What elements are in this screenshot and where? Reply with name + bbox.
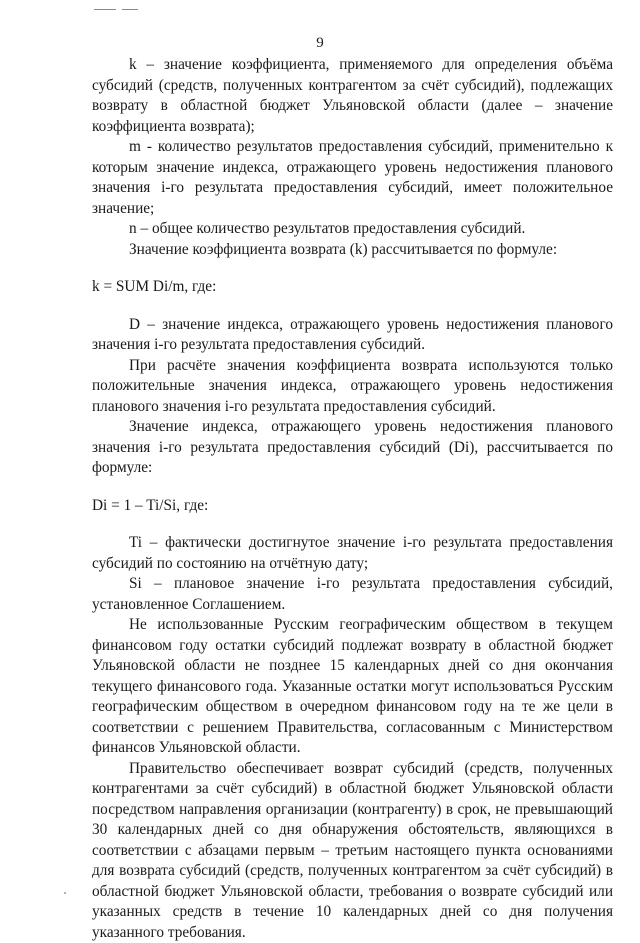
- paragraph-d-definition: D – значение индекса, отражающего уровень недостижения планового значения i-го результата предоставления субсидий.: [92, 315, 613, 356]
- paragraph-di-intro: Значение индекса, отражающего уровень недостижения планового значения i-го результата предоставления субсидий (Di), рассчитывается по формуле:: [92, 417, 613, 479]
- paragraph-m-definition: m - количество результатов предоставления субсидий, применительно к которым значение индекса, отражающего уровень недостижения планового значения i-го результата предоставления субсидий, имеет положительное значение;: [92, 137, 613, 219]
- formula-k: k = SUM Di/m, где:: [92, 277, 613, 298]
- paragraph-si-definition: Si – плановое значение i-го результата предоставления субсидий, установленное Соглашением.: [92, 574, 613, 615]
- paragraph-formula-intro: Значение коэффициента возврата (k) рассчитывается по формуле:: [92, 240, 613, 261]
- paragraph-k-definition: k – значение коэффициента, применяемого для определения объёма субсидий (средств, полученных контрагентом за счёт субсидий), подлежащих возврату в областной бюджет Ульяновской области (далее – значение коэффициента возврата);: [92, 55, 613, 137]
- paragraph-n-definition: n – общее количество результатов предоставления субсидий.: [92, 219, 613, 240]
- paragraph-positive-values: При расчёте значения коэффициента возврата используются только положительные значения индекса, отражающего уровень недостижения планового значения i-го результата предоставления субсидий.: [92, 356, 613, 418]
- scan-speck: [64, 892, 66, 894]
- formula-di: Di = 1 – Ti/Si, где:: [92, 496, 613, 517]
- scan-artifact: [94, 9, 116, 10]
- paragraph-government-return: Правительство обеспечивает возврат субсидий (средств, полученных контрагентами за счёт субсидий) в областной бюджет Ульяновской области посредством направления организации (контрагенту) в срок, не превышающий 30 календарных дней со дня обнаружения обстоятельств, являющихся в соответствии с абзацами первым – третьим настоящего пункта основаниями для возврата субсидий (средств, полученных контрагентом за счёт субсидий) в областной бюджет Ульяновской области, требования о возврате субсидий или указанных средств в течение 10 календарных дней со дня получения указанного требования.: [92, 759, 613, 943]
- paragraph-unused-balances: Не использованные Русским географическим обществом в текущем финансовом году остатки субсидий подлежат возврату в областной бюджет Ульяновской области не позднее 15 календарных дней со дня окончания текущего финансового года. Указанные остатки могут использоваться Русским географическим обществом в очередном финансовом году на те же цели в соответствии с решением Правительства, согласованным с Министерством финансов Ульяновской области.: [92, 615, 613, 759]
- scan-artifact: [122, 9, 138, 10]
- page-number: 9: [0, 34, 640, 52]
- paragraph-ti-definition: Ti – фактически достигнутое значение i-го результата предоставления субсидий по состоянию на отчётную дату;: [92, 533, 613, 574]
- document-body: [92, 55, 613, 943]
